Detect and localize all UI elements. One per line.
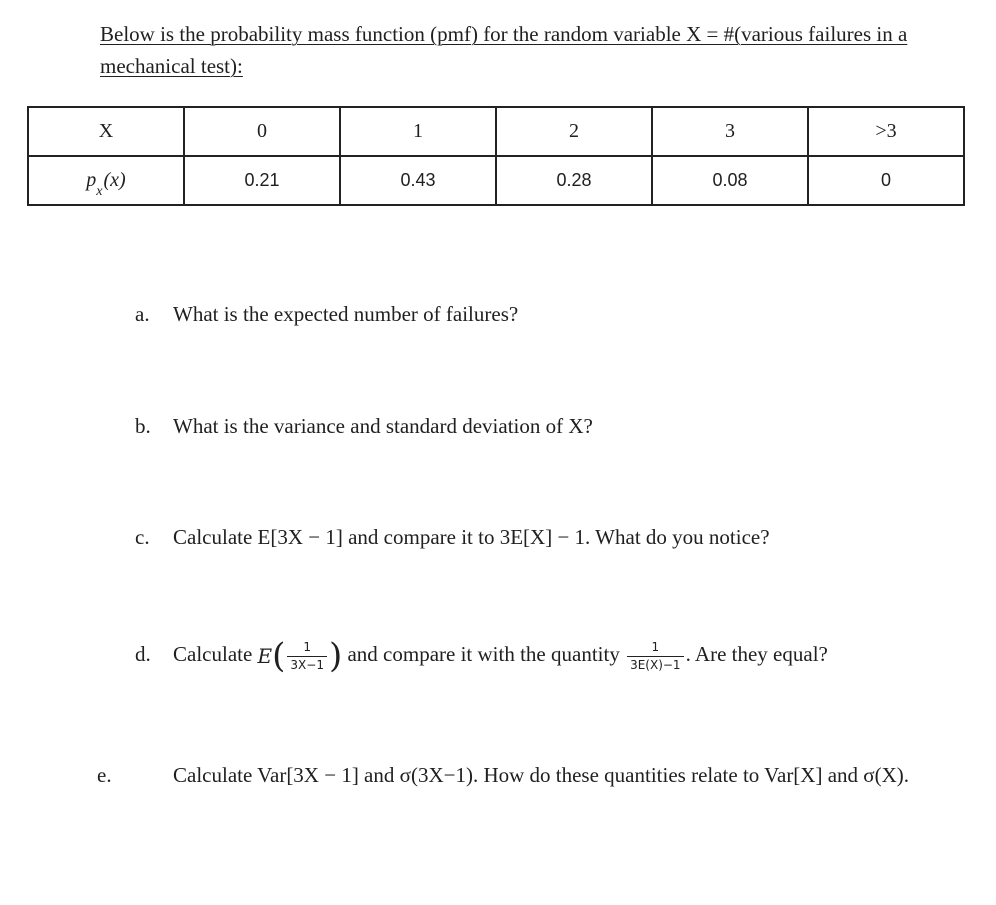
probability-cell: 0 bbox=[808, 156, 964, 205]
pmf-table bbox=[27, 106, 965, 206]
expectation-symbol: E bbox=[257, 644, 273, 669]
left-paren: ( bbox=[272, 636, 286, 677]
question-text: What is the expected number of failures? bbox=[173, 302, 519, 326]
question-text-pre: Calculate bbox=[173, 642, 253, 666]
probability-cell: 0.21 bbox=[184, 156, 340, 205]
fraction-denominator: 3X−1 bbox=[290, 657, 324, 672]
question-e bbox=[97, 759, 996, 791]
probability-cell: 0.43 bbox=[340, 156, 496, 205]
header-x-label: X bbox=[28, 107, 184, 156]
table-row-probability bbox=[28, 156, 964, 205]
question-c bbox=[135, 521, 965, 553]
pmf-label-p: p bbox=[86, 169, 97, 191]
question-letter: b. bbox=[135, 414, 151, 438]
table-row-x bbox=[28, 107, 964, 156]
question-a bbox=[135, 298, 965, 330]
x-value-cell: 2 bbox=[496, 107, 652, 156]
question-letter: a. bbox=[135, 302, 150, 326]
intro-text: Below is the probability mass function (pmf) for the random variable X = #(various failures in a mechanical test): bbox=[100, 22, 908, 78]
x-value-cell: 0 bbox=[184, 107, 340, 156]
question-text: What is the variance and standard deviation of X? bbox=[173, 414, 593, 438]
question-text: Calculate Var[3X − 1] and σ(3X−1). How do these quantities relate to Var[X] and σ(X). bbox=[173, 763, 910, 787]
pmf-label-subscript: x bbox=[96, 184, 103, 199]
pmf-label-arg: (x) bbox=[103, 169, 126, 191]
question-letter: e. bbox=[97, 763, 112, 787]
x-value-cell: 3 bbox=[652, 107, 808, 156]
fraction-one-over-3ex-minus-1 bbox=[627, 640, 684, 673]
x-value-cell: >3 bbox=[808, 107, 964, 156]
probability-cell: 0.28 bbox=[496, 156, 652, 205]
pmf-label-cell bbox=[28, 156, 184, 205]
fraction-one-over-3x-minus-1 bbox=[287, 640, 327, 673]
question-text-mid: and compare it with the quantity bbox=[347, 642, 620, 666]
question-b bbox=[135, 410, 965, 442]
question-letter: d. bbox=[135, 642, 151, 666]
right-paren: ) bbox=[328, 636, 343, 677]
x-value-cell: 1 bbox=[340, 107, 496, 156]
question-d bbox=[135, 636, 965, 677]
probability-cell: 0.08 bbox=[652, 156, 808, 205]
fraction-denominator: 3E(X)−1 bbox=[630, 657, 681, 672]
fraction-numerator: 1 bbox=[287, 640, 327, 657]
fraction-numerator: 1 bbox=[627, 640, 684, 657]
question-text-post: . Are they equal? bbox=[685, 642, 828, 666]
question-text: Calculate E[3X − 1] and compare it to 3E[X] − 1. What do you notice? bbox=[173, 525, 770, 549]
question-letter: c. bbox=[135, 525, 150, 549]
